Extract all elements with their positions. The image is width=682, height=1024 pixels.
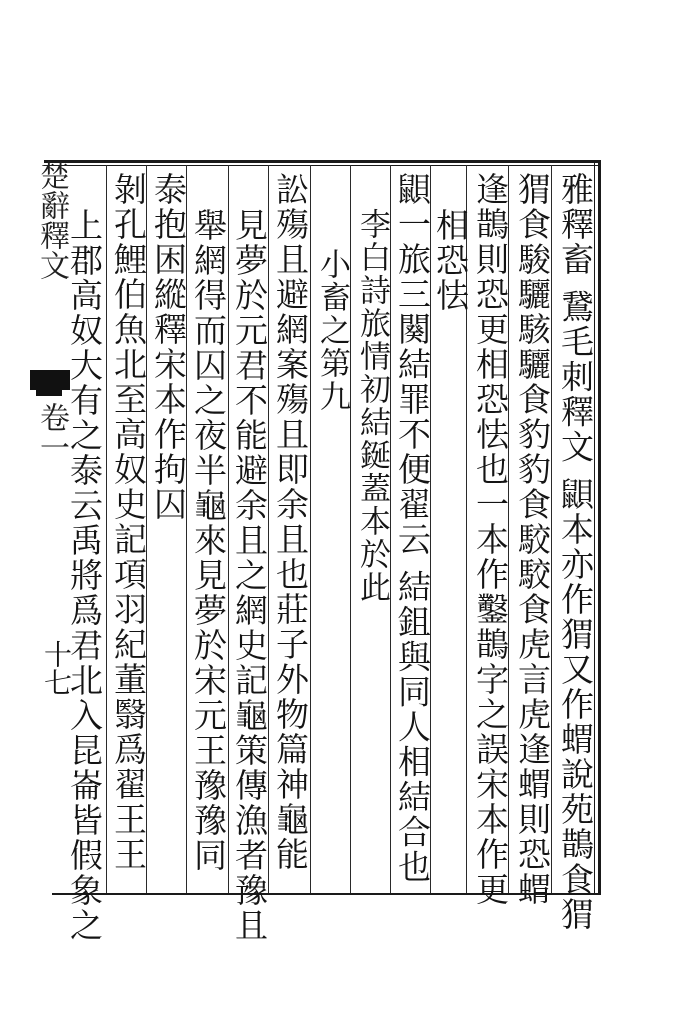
hexagram-label: 鼰: [393, 172, 432, 207]
text-column-11: [150, 172, 187, 522]
margin-juan: 卷一: [34, 402, 69, 462]
text-column-2: [514, 172, 551, 907]
column-text: 舉網得而囚之夜半龜來見夢於宋元王豫豫同: [189, 208, 228, 873]
text-column-8: [272, 172, 309, 872]
text-column-3: [472, 172, 509, 907]
column-note: 宋本作拘囚: [149, 347, 188, 522]
column-divider: [390, 165, 391, 893]
column-text: 上郡高奴大有之泰云禹將爲君北入昆崙皆假象之: [65, 208, 104, 943]
fish-tail-mark: [30, 370, 70, 390]
frame-top-rule-inner: [44, 165, 600, 166]
margin-page-number: 十七: [40, 640, 73, 696]
column-text: 雅釋畜 鵞毛刺釋文 鼰本亦作猬又作蝟說苑鵲食猬: [556, 172, 595, 932]
column-note: 翟云 結鉏與同人相結合也: [393, 487, 432, 885]
column-divider: [228, 165, 229, 893]
column-note: 案殤且即余且也莊子外物篇神龜能: [271, 347, 310, 872]
column-text: 殤且避網: [271, 207, 310, 347]
text-column-1: [557, 172, 594, 932]
text-column-12: [110, 172, 147, 872]
column-text: 李白詩旅情初結鋋蓋本於此: [354, 208, 390, 604]
column-text: 抱困縱釋: [149, 207, 188, 347]
text-column-5: [394, 172, 431, 885]
column-text: 猬食駿驪駭驪食豹豹食駮駮食虎言虎逢蝟則恐蝟: [513, 172, 552, 907]
text-column-4: [432, 208, 469, 313]
column-text: 相恐怯: [431, 208, 470, 313]
text-column-6: [353, 208, 390, 604]
hexagram-label: 泰: [149, 172, 188, 207]
column-divider: [310, 165, 311, 893]
hexagram-label: 剝: [109, 172, 148, 207]
text-column-13: [66, 208, 103, 943]
column-text: 一旅三闋結罪不便: [393, 207, 432, 487]
column-text: 見夢於元君不能避余且之網史記龜策傳漁者豫且: [230, 208, 269, 943]
margin-title: 楚辭釋文: [34, 160, 69, 280]
column-text: 孔鯉伯魚北至高奴: [109, 207, 148, 487]
text-column-9: [231, 208, 268, 943]
text-column-7: [313, 248, 350, 413]
text-column-10: [190, 208, 227, 873]
column-divider: [350, 165, 351, 893]
column-text: 逢鵲則恐更相恐怯也一本作鑿鵲字之誤宋本作更: [471, 172, 510, 907]
column-note: 史記項羽紀董翳爲翟王王: [109, 487, 148, 872]
hexagram-label: 訟: [271, 172, 310, 207]
column-divider: [106, 165, 107, 893]
chapter-heading: 小畜之第九: [314, 248, 350, 413]
frame-right-rule: [598, 160, 601, 895]
frame-top-rule: [44, 160, 600, 163]
fish-tail-mark-lower: [36, 390, 62, 396]
